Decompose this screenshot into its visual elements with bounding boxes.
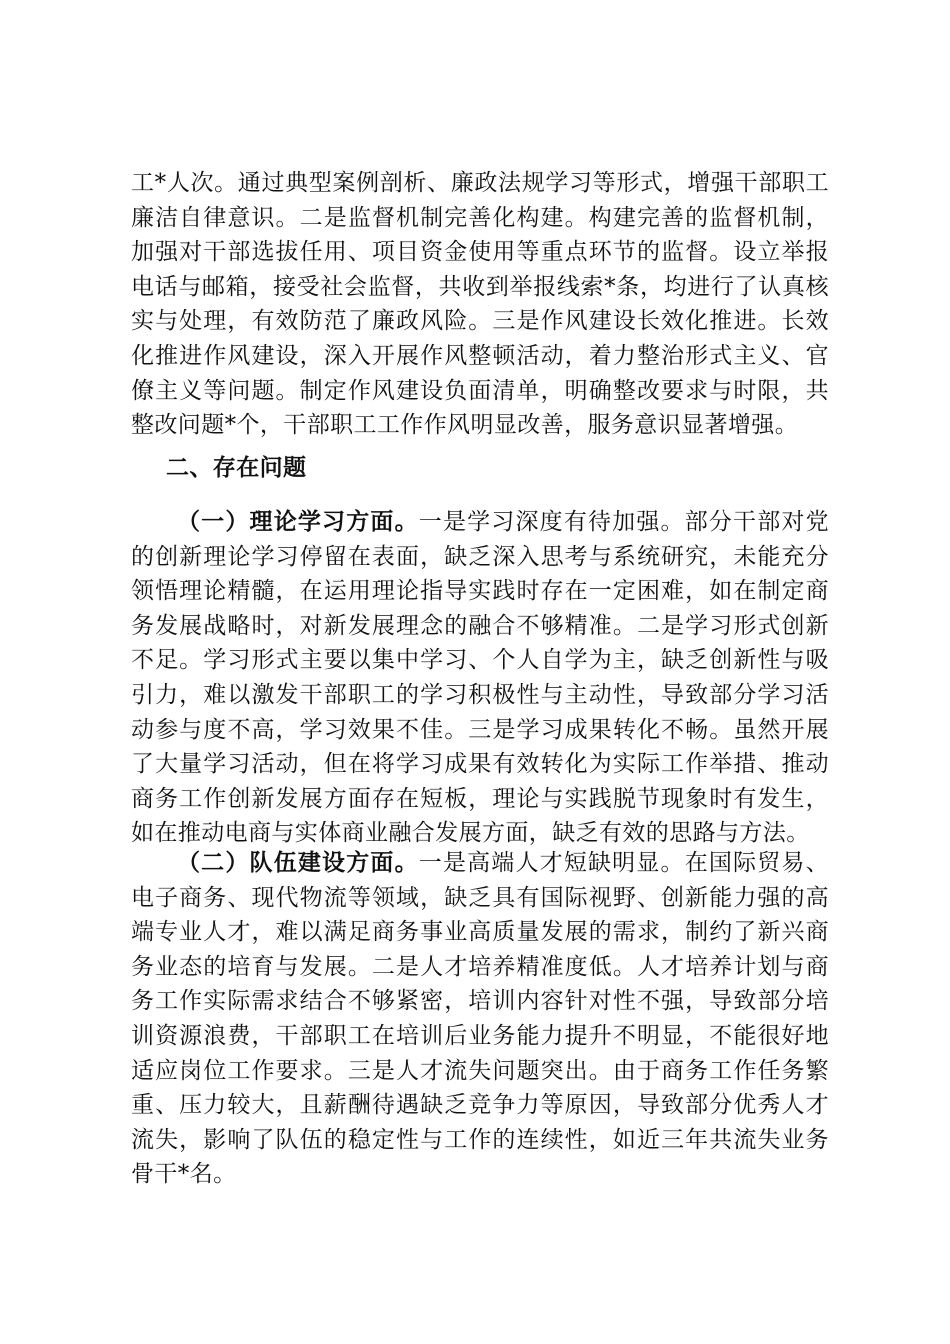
- continued-paragraph: 工*人次。通过典型案例剖析、廉政法规学习等形式，增强干部职工廉洁自律意识。二是监督机制完善化构建。构建完善的监督机制，加强对干部选拔任用、项目资金使用等重点环节的监督。设立举报电话与邮箱，接受社会监督，共收到举报线索*条，均进行了认真核实与处理，有效防范了廉政风险。三是作风建设长效化推进。长效化推进作风建设，深入开展作风整顿活动，着力整治形式主义、官僚主义等问题。制定作风建设负面清单，明确整改要求与时限，共整改问题*个，干部职工工作作风明显改善，服务意识显著增强。: [131, 170, 829, 439]
- theory-study-body: 一是学习深度有待加强。部分干部对党的创新理论学习停留在表面，缺乏深入思考与系统研究，未能充分领悟理论精髓，在运用理论指导实践时存在一定困难，如在制定商务发展战略时，对新发展理念的融合不够精准。二是学习形式创新不足。学习形式主要以集中学习、个人自学为主，缺乏创新性与吸引力，难以激发干部职工的学习积极性与主动性，导致部分学习活动参与度不高，学习效果不佳。三是学习成果转化不畅。虽然开展了大量学习活动，但在将学习成果有效转化为实际工作举措、推动商务工作创新发展方面存在短板，理论与实践脱节现象时有发生，如在推动电商与实体商业融合发展方面，缺乏有效的思路与方法。: [131, 509, 829, 847]
- team-building-lead: （二）队伍建设方面。: [177, 850, 419, 876]
- theory-study-lead: （一）理论学习方面。: [177, 509, 419, 535]
- team-building-body: 一是高端人才短缺明显。在国际贸易、电子商务、现代物流等领域，缺乏具有国际视野、创新能力强的高端专业人才，难以满足商务事业高质量发展的需求，制约了新兴商务业态的培育与发展。二是人才培养精准度低。人才培养计划与商务工作实际需求结合不够紧密，培训内容针对性不强，导致部分培训资源浪费，干部职工在培训后业务能力提升不明显，不能很好地适应岗位工作要求。三是人才流失问题突出。由于商务工作任务繁重、压力较大，且薪酬待遇缺乏竞争力等原因，导致部分优秀人才流失，影响了队伍的稳定性与工作的连续性，如近三年共流失业务骨干*名。: [131, 850, 829, 1188]
- team-building-paragraph: [131, 846, 829, 1192]
- theory-study-paragraph: [131, 505, 829, 851]
- section-heading: 二、存在问题: [166, 455, 307, 481]
